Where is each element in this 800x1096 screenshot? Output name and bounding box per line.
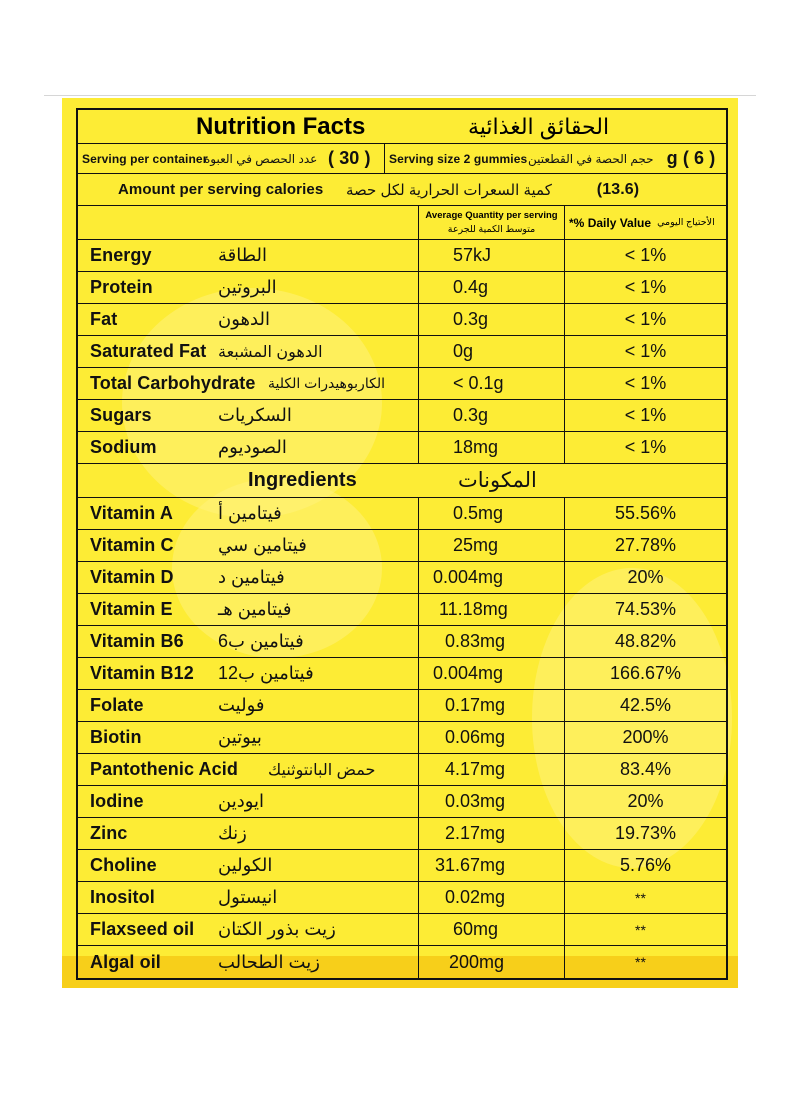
nutrient-name: Protein xyxy=(90,277,153,297)
daily-value-header: Daily Value %* xyxy=(569,215,652,230)
ingredient-name-ar: حمض البانتوثنيك xyxy=(268,761,376,779)
ingredient-name: Folate xyxy=(90,695,144,715)
serving-size-label-ar: حجم الحصة في القطعتين xyxy=(528,151,654,166)
table-row xyxy=(78,690,726,722)
ingredient-name-ar: الكولين xyxy=(218,855,273,875)
nutrient-dv: < 1% xyxy=(624,309,667,329)
ingredient-name-ar: فيتامين سي xyxy=(218,535,307,555)
calories-row xyxy=(78,174,726,206)
table-row xyxy=(78,914,726,946)
ingredient-dv: ** xyxy=(635,954,646,970)
ingredient-name-ar: فيتامين أ xyxy=(218,503,282,523)
ingredient-name-ar: ايودين xyxy=(218,791,265,811)
ingredient-name: Algal oil xyxy=(90,951,161,972)
table-row xyxy=(78,850,726,882)
serving-size-value: g ( 6 ) xyxy=(666,148,716,168)
ingredient-name: Choline xyxy=(90,855,157,875)
nutrient-name: Energy xyxy=(90,245,152,265)
ingredient-dv: 55.56% xyxy=(614,503,677,523)
nutrient-name-ar: الكاربوهيدرات الكلية xyxy=(268,375,385,391)
table-row xyxy=(78,498,726,530)
ingredient-name-ar: فيتامين ب12 xyxy=(218,663,314,683)
nutrient-name: Sodium xyxy=(90,437,157,457)
nutrient-name: Total Carbohydrate xyxy=(90,373,256,393)
ingredient-dv: 5.76% xyxy=(619,855,672,875)
serving-row xyxy=(78,144,726,174)
calories-label-ar: كمية السعرات الحرارية لكل حصة xyxy=(346,181,552,199)
table-row xyxy=(78,272,726,304)
ingredient-name: Iodine xyxy=(90,791,144,811)
nutrition-label-panel xyxy=(62,98,738,988)
table-row xyxy=(78,336,726,368)
ingredient-dv: 42.5% xyxy=(619,695,672,715)
ingredient-qty: 0.5mg xyxy=(453,503,504,523)
nutrient-dv: < 1% xyxy=(624,373,667,393)
ingredient-dv: ** xyxy=(635,921,646,938)
ingredient-qty: 0.03mg xyxy=(445,791,506,811)
ingredient-dv: 74.53% xyxy=(614,599,677,619)
table-row xyxy=(78,304,726,336)
serving-per-container-label-ar: عدد الحصص في العبوة xyxy=(204,151,318,166)
table-row xyxy=(78,240,726,272)
nutrient-dv: < 1% xyxy=(624,405,667,425)
ingredient-name: Vitamin E xyxy=(90,599,173,619)
table-row xyxy=(78,658,726,690)
ingredient-name-ar: فيتامين هـ xyxy=(218,599,292,619)
ingredient-dv: 166.67% xyxy=(609,663,682,683)
ingredient-name: Vitamin A xyxy=(90,503,173,523)
avg-qty-header: Average Quantity per serving xyxy=(425,210,558,221)
nutrient-name-ar: السكريات xyxy=(218,405,292,425)
nutrient-qty: 0.3g xyxy=(453,309,489,329)
ingredient-qty: 4.17mg xyxy=(445,759,506,779)
ingredient-name-ar: فيتامين ب6 xyxy=(218,631,304,651)
ingredient-qty: 0.004mg xyxy=(433,567,504,587)
ingredient-qty: 200mg xyxy=(449,951,505,972)
table-row xyxy=(78,530,726,562)
table-row xyxy=(78,754,726,786)
nutrient-qty: 57kJ xyxy=(453,245,492,265)
ingredient-dv: 20% xyxy=(627,791,664,811)
ingredient-name-ar: بيوتين xyxy=(218,727,262,747)
nutrient-dv: < 1% xyxy=(624,341,667,361)
nutrient-dv: < 1% xyxy=(624,437,667,457)
ingredient-name-ar: انيستول xyxy=(218,887,278,907)
table-row xyxy=(78,432,726,464)
ingredient-dv: ** xyxy=(635,889,646,906)
ingredient-qty: 0.17mg xyxy=(445,695,506,715)
ingredient-name: Biotin xyxy=(90,727,142,747)
ingredient-qty: 31.67mg xyxy=(435,855,506,875)
table-row xyxy=(78,946,726,978)
column-header-row xyxy=(78,206,726,240)
ingredient-qty: 11.18mg xyxy=(439,599,508,619)
ingredient-name: Pantothenic Acid xyxy=(90,759,238,779)
nutrient-name-ar: الصوديوم xyxy=(218,437,287,457)
ingredient-dv: 20% xyxy=(627,567,664,587)
table-row xyxy=(78,722,726,754)
ingredient-dv: 27.78% xyxy=(614,535,677,555)
ingredient-dv: 19.73% xyxy=(614,823,677,843)
nutrition-table xyxy=(76,108,728,980)
nutrient-dv: < 1% xyxy=(624,277,667,297)
nutrient-qty: < 0.1g xyxy=(453,373,504,393)
nutrient-name: Sugars xyxy=(90,405,152,425)
serving-per-container-value: ( 30 ) xyxy=(328,148,371,168)
ingredient-qty: 60mg xyxy=(453,919,499,939)
table-row xyxy=(78,562,726,594)
ingredient-qty: 2.17mg xyxy=(445,823,506,843)
ingredient-name-ar: فيتامين د xyxy=(218,567,285,587)
ingredient-name: Zinc xyxy=(90,823,128,843)
calories-value: (13.6) xyxy=(596,180,640,198)
serving-size-label: Serving size 2 gummies xyxy=(389,151,528,166)
top-divider xyxy=(44,95,756,96)
nutrient-name-ar: الدهون xyxy=(218,309,270,329)
nutrient-name: Saturated Fat xyxy=(90,341,207,361)
table-row xyxy=(78,626,726,658)
table-row xyxy=(78,400,726,432)
ingredient-name-ar: فوليت xyxy=(218,695,265,715)
ingredients-title: Ingredients xyxy=(248,469,357,491)
nutrient-name-ar: الطاقة xyxy=(218,245,267,265)
ingredient-dv: 48.82% xyxy=(614,631,677,651)
table-row xyxy=(78,882,726,914)
nutrient-qty: 18mg xyxy=(453,437,499,457)
ingredient-name-ar: زيت بذور الكتان xyxy=(218,919,336,939)
ingredient-name-ar: زنك xyxy=(218,823,247,843)
nutrient-qty: 0.4g xyxy=(453,277,489,297)
ingredient-dv: 83.4% xyxy=(619,759,672,779)
ingredient-qty: 0.06mg xyxy=(445,727,506,747)
ingredient-name: Vitamin C xyxy=(90,535,174,555)
nutrient-name-ar: البروتين xyxy=(218,277,277,297)
nutrient-qty: 0.3g xyxy=(453,405,489,425)
ingredient-name: Flaxseed oil xyxy=(90,919,195,939)
ingredients-title-ar: المكونات xyxy=(458,469,537,492)
ingredient-name: Vitamin D xyxy=(90,567,174,587)
table-row xyxy=(78,594,726,626)
ingredient-qty: 25mg xyxy=(453,535,499,555)
ingredient-name-ar: زيت الطحالب xyxy=(218,951,320,972)
table-row xyxy=(78,368,726,400)
daily-value-header-ar: الأحتياج اليومي xyxy=(657,217,715,228)
title-en: Nutrition Facts xyxy=(196,112,366,140)
avg-qty-header-ar: متوسط الكمية للجرعة xyxy=(447,224,536,235)
ingredient-qty: 0.83mg xyxy=(445,631,506,651)
ingredient-name: Inositol xyxy=(90,887,155,907)
ingredient-name: Vitamin B12 xyxy=(90,663,194,683)
nutrient-name-ar: الدهون المشبعة xyxy=(218,343,323,361)
header-row xyxy=(78,110,726,144)
ingredient-qty: 0.004mg xyxy=(433,663,504,683)
ingredient-qty: 0.02mg xyxy=(445,887,506,907)
nutrient-dv: < 1% xyxy=(624,245,667,265)
ingredients-header-row xyxy=(78,464,726,498)
ingredient-dv: 200% xyxy=(622,727,669,747)
calories-label: Amount per serving calories xyxy=(118,181,324,198)
nutrient-name: Fat xyxy=(90,309,118,329)
title-ar: الحقائق الغذائية xyxy=(468,113,610,139)
nutrient-qty: 0g xyxy=(453,341,474,361)
table-row xyxy=(78,818,726,850)
ingredient-name: Vitamin B6 xyxy=(90,631,184,651)
serving-per-container-label: Serving per container xyxy=(82,151,208,166)
table-row xyxy=(78,786,726,818)
